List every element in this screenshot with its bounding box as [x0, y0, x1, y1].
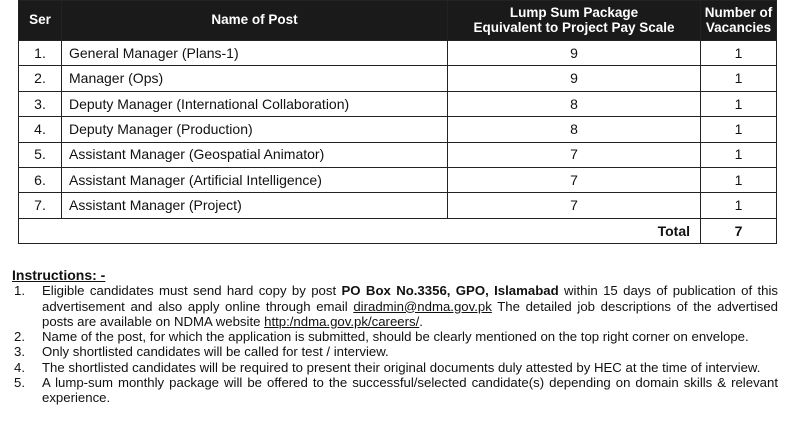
total-value: 7: [701, 218, 777, 243]
instruction-number: 1.: [14, 283, 25, 299]
table-row: [19, 117, 777, 142]
row-vacancies: 1: [701, 193, 777, 218]
instruction-number: 2.: [14, 329, 25, 345]
row-pay-scale: 9: [448, 66, 701, 91]
row-post-name: Assistant Manager (Project): [62, 193, 448, 218]
row-ser: 3.: [19, 91, 62, 116]
instruction-text-part: Eligible candidates must send hard copy by post: [42, 283, 342, 299]
vacancies-table: [18, 0, 777, 244]
header-pay-line2: Equivalent to Project Pay Scale: [473, 19, 675, 35]
instruction-number: 4.: [14, 359, 25, 375]
header-vac-line1: Number of: [704, 5, 773, 21]
instruction-number: 5.: [14, 375, 25, 391]
header-pay-line1: Lump Sum Package: [509, 5, 639, 21]
row-ser: 7.: [19, 193, 62, 218]
header-vac-line2: Vacancies: [705, 19, 772, 35]
row-pay-scale: 9: [448, 41, 701, 66]
instruction-item: [12, 360, 778, 375]
instruction-text: A lump-sum monthly package will be offered to the successful/selected candidate(s) depending on domain skills & relevant experience.: [42, 375, 778, 406]
instruction-text-part: .: [419, 313, 423, 329]
row-vacancies: 1: [701, 117, 777, 142]
header-vacancies: [701, 1, 777, 41]
po-box-address: PO Box No.3356, GPO, Islamabad: [341, 283, 559, 299]
row-pay-scale: 7: [448, 167, 701, 192]
row-ser: 1.: [19, 41, 62, 66]
instruction-item: [12, 329, 778, 344]
total-label: Total: [19, 218, 701, 243]
instruction-item: [12, 344, 778, 359]
row-vacancies: 1: [701, 167, 777, 192]
row-vacancies: 1: [701, 91, 777, 116]
row-post-name: Manager (Ops): [62, 66, 448, 91]
row-vacancies: 1: [701, 66, 777, 91]
row-vacancies: 1: [701, 41, 777, 66]
instruction-text: Name of the post, for which the application is submitted, should be clearly mentioned on the top right corner on envelope.: [42, 329, 749, 345]
instruction-item: [12, 283, 778, 329]
instruction-text: The shortlisted candidates will be required to present their original documents duly attested by HEC at the time of interview.: [42, 359, 761, 375]
table-row: [19, 66, 777, 91]
table-row: [19, 91, 777, 116]
table-header-row: [19, 1, 777, 41]
instruction-text: [42, 283, 778, 329]
row-post-name: Assistant Manager (Geospatial Animator): [62, 142, 448, 167]
table-row: [19, 193, 777, 218]
header-pay-package: [448, 1, 701, 41]
total-row: [19, 218, 777, 243]
row-pay-scale: 8: [448, 91, 701, 116]
email-link[interactable]: diradmin@ndma.gov.pk: [353, 298, 492, 314]
row-post-name: Assistant Manager (Artificial Intelligence): [62, 167, 448, 192]
table-row: [19, 41, 777, 66]
row-post-name: Deputy Manager (Production): [62, 117, 448, 142]
header-name-of-post: Name of Post: [62, 1, 448, 41]
row-ser: 4.: [19, 117, 62, 142]
table-row: [19, 167, 777, 192]
row-ser: 5.: [19, 142, 62, 167]
instruction-text: Only shortlisted candidates will be called for test / interview.: [42, 344, 389, 360]
row-vacancies: 1: [701, 142, 777, 167]
instructions-section: [12, 268, 778, 406]
instruction-number: 3.: [14, 344, 25, 360]
header-ser: Ser: [19, 1, 62, 41]
row-pay-scale: 7: [448, 142, 701, 167]
row-pay-scale: 8: [448, 117, 701, 142]
row-pay-scale: 7: [448, 193, 701, 218]
row-post-name: General Manager (Plans-1): [62, 41, 448, 66]
instructions-heading: Instructions: -: [12, 267, 106, 283]
row-ser: 2.: [19, 66, 62, 91]
instruction-text-part: The detailed job descriptions of the advertised posts are available on NDMA website: [42, 298, 779, 329]
instruction-text-part: within 15 days of publication of this advertisement and also apply online through email: [42, 283, 778, 314]
row-ser: 6.: [19, 167, 62, 192]
instruction-item: [12, 375, 778, 406]
table-row: [19, 142, 777, 167]
website-link[interactable]: http:/ndma.gov.pk/careers/: [264, 313, 420, 329]
row-post-name: Deputy Manager (International Collaboration): [62, 91, 448, 116]
